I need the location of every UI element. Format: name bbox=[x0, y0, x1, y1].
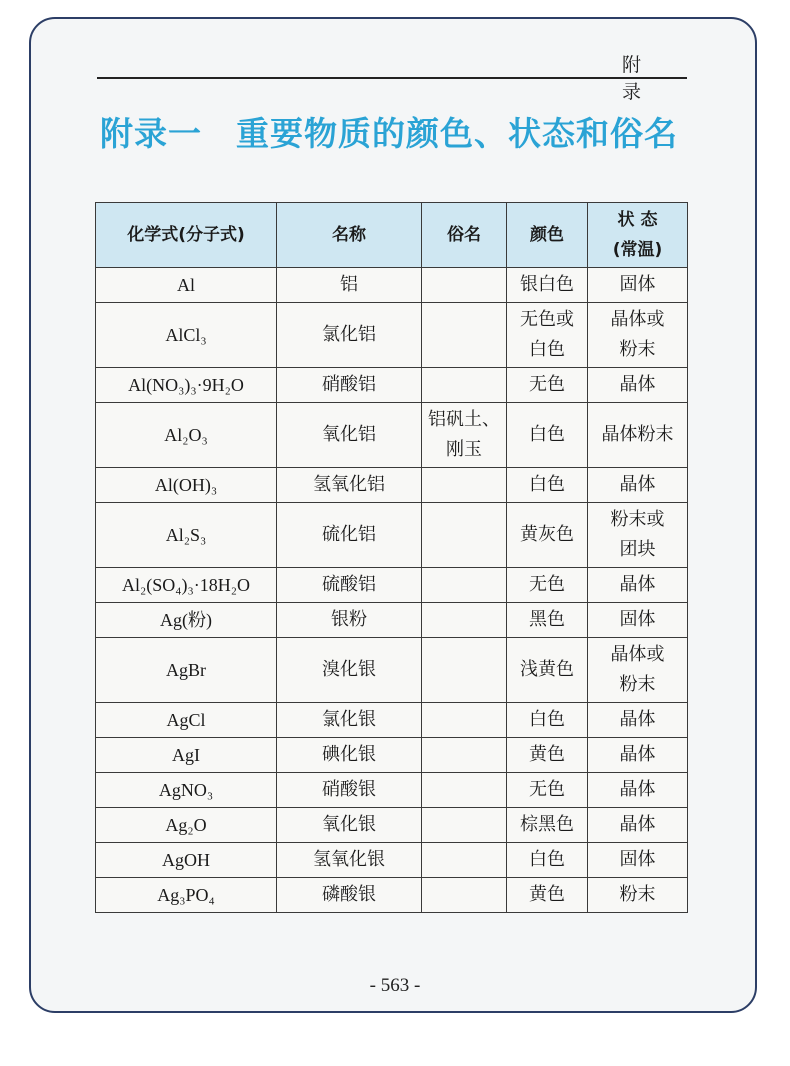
cell-name: 氯化银 bbox=[277, 703, 422, 738]
cell-common-name bbox=[422, 773, 507, 808]
cell-formula: Al₂O₃ bbox=[96, 403, 277, 468]
cell-common-name bbox=[422, 808, 507, 843]
table-row bbox=[96, 603, 688, 638]
cell-state: 固体 bbox=[588, 268, 688, 303]
cell-common-name bbox=[422, 468, 507, 503]
cell-formula: Al₂(SO₄)₃·18H₂O bbox=[96, 568, 277, 603]
cell-formula: AgNO₃ bbox=[96, 773, 277, 808]
cell-color: 白色 bbox=[507, 403, 588, 468]
cell-common-name bbox=[422, 738, 507, 773]
cell-color: 白色 bbox=[507, 703, 588, 738]
cell-name: 硝酸银 bbox=[277, 773, 422, 808]
cell-state: 粉末 bbox=[588, 878, 688, 913]
cell-state: 粉末或 团块 bbox=[588, 503, 688, 568]
table-row bbox=[96, 568, 688, 603]
cell-formula: AgI bbox=[96, 738, 277, 773]
table-row bbox=[96, 303, 688, 368]
header-rule bbox=[97, 77, 687, 79]
cell-formula: AlCl₃ bbox=[96, 303, 277, 368]
cell-name: 硝酸铝 bbox=[277, 368, 422, 403]
cell-name: 溴化银 bbox=[277, 638, 422, 703]
cell-color: 棕黑色 bbox=[507, 808, 588, 843]
table-row bbox=[96, 773, 688, 808]
cell-formula: Al bbox=[96, 268, 277, 303]
cell-name: 氯化铝 bbox=[277, 303, 422, 368]
table-row bbox=[96, 878, 688, 913]
cell-common-name bbox=[422, 268, 507, 303]
table-row bbox=[96, 638, 688, 703]
cell-formula: AgCl bbox=[96, 703, 277, 738]
cell-name: 氧化铝 bbox=[277, 403, 422, 468]
cell-formula: Al(NO₃)₃·9H₂O bbox=[96, 368, 277, 403]
cell-formula: AgBr bbox=[96, 638, 277, 703]
cell-name: 铝 bbox=[277, 268, 422, 303]
cell-state: 晶体或 粉末 bbox=[588, 638, 688, 703]
cell-common-name bbox=[422, 568, 507, 603]
cell-state: 晶体 bbox=[588, 703, 688, 738]
col-header-name: 名称 bbox=[277, 203, 422, 268]
running-header: 附 录 bbox=[622, 54, 656, 103]
cell-state: 晶体粉末 bbox=[588, 403, 688, 468]
cell-common-name bbox=[422, 303, 507, 368]
cell-name: 磷酸银 bbox=[277, 878, 422, 913]
col-header-state: 状 态 (常温) bbox=[588, 203, 688, 268]
page-number: - 563 - bbox=[369, 975, 421, 996]
cell-formula: Ag₂O bbox=[96, 808, 277, 843]
col-header-color: 颜色 bbox=[507, 203, 588, 268]
cell-color: 白色 bbox=[507, 468, 588, 503]
table-row bbox=[96, 268, 688, 303]
cell-state: 晶体 bbox=[588, 773, 688, 808]
cell-state: 晶体 bbox=[588, 368, 688, 403]
cell-color: 黄色 bbox=[507, 738, 588, 773]
cell-formula: AgOH bbox=[96, 843, 277, 878]
cell-color: 黑色 bbox=[507, 603, 588, 638]
page-title bbox=[100, 108, 678, 155]
table-row bbox=[96, 468, 688, 503]
cell-name: 硫酸铝 bbox=[277, 568, 422, 603]
cell-color: 白色 bbox=[507, 843, 588, 878]
table-row bbox=[96, 843, 688, 878]
cell-formula: Ag₃PO₄ bbox=[96, 878, 277, 913]
cell-color: 浅黄色 bbox=[507, 638, 588, 703]
cell-formula: Ag(粉) bbox=[96, 603, 277, 638]
cell-name: 银粉 bbox=[277, 603, 422, 638]
table-row bbox=[96, 738, 688, 773]
table-row bbox=[96, 503, 688, 568]
cell-color: 无色或 白色 bbox=[507, 303, 588, 368]
cell-common-name bbox=[422, 638, 507, 703]
cell-state: 晶体 bbox=[588, 468, 688, 503]
cell-formula: Al₂S₃ bbox=[96, 503, 277, 568]
col-header-common-name: 俗名 bbox=[422, 203, 507, 268]
cell-color: 无色 bbox=[507, 773, 588, 808]
cell-color: 银白色 bbox=[507, 268, 588, 303]
cell-state: 固体 bbox=[588, 843, 688, 878]
col-header-formula: 化学式(分子式) bbox=[96, 203, 277, 268]
cell-common-name bbox=[422, 843, 507, 878]
table-header-row bbox=[96, 203, 688, 268]
cell-common-name bbox=[422, 368, 507, 403]
cell-common-name: 铝矾土、 刚玉 bbox=[422, 403, 507, 468]
cell-state: 晶体 bbox=[588, 738, 688, 773]
cell-name: 氢氧化铝 bbox=[277, 468, 422, 503]
cell-state: 晶体 bbox=[588, 568, 688, 603]
cell-formula: Al(OH)₃ bbox=[96, 468, 277, 503]
appendix-label: 附录一 bbox=[100, 114, 202, 153]
cell-common-name bbox=[422, 603, 507, 638]
cell-color: 无色 bbox=[507, 568, 588, 603]
cell-name: 氧化银 bbox=[277, 808, 422, 843]
cell-common-name bbox=[422, 703, 507, 738]
cell-state: 晶体 bbox=[588, 808, 688, 843]
cell-name: 碘化银 bbox=[277, 738, 422, 773]
table-row bbox=[96, 403, 688, 468]
cell-common-name bbox=[422, 878, 507, 913]
substance-table bbox=[95, 202, 688, 913]
cell-color: 无色 bbox=[507, 368, 588, 403]
cell-color: 黄灰色 bbox=[507, 503, 588, 568]
cell-name: 硫化铝 bbox=[277, 503, 422, 568]
cell-common-name bbox=[422, 503, 507, 568]
cell-state: 晶体或 粉末 bbox=[588, 303, 688, 368]
table-row bbox=[96, 703, 688, 738]
cell-name: 氢氧化银 bbox=[277, 843, 422, 878]
appendix-title: 重要物质的颜色、状态和俗名 bbox=[236, 114, 678, 153]
cell-state: 固体 bbox=[588, 603, 688, 638]
table-row bbox=[96, 368, 688, 403]
cell-color: 黄色 bbox=[507, 878, 588, 913]
table-row bbox=[96, 808, 688, 843]
